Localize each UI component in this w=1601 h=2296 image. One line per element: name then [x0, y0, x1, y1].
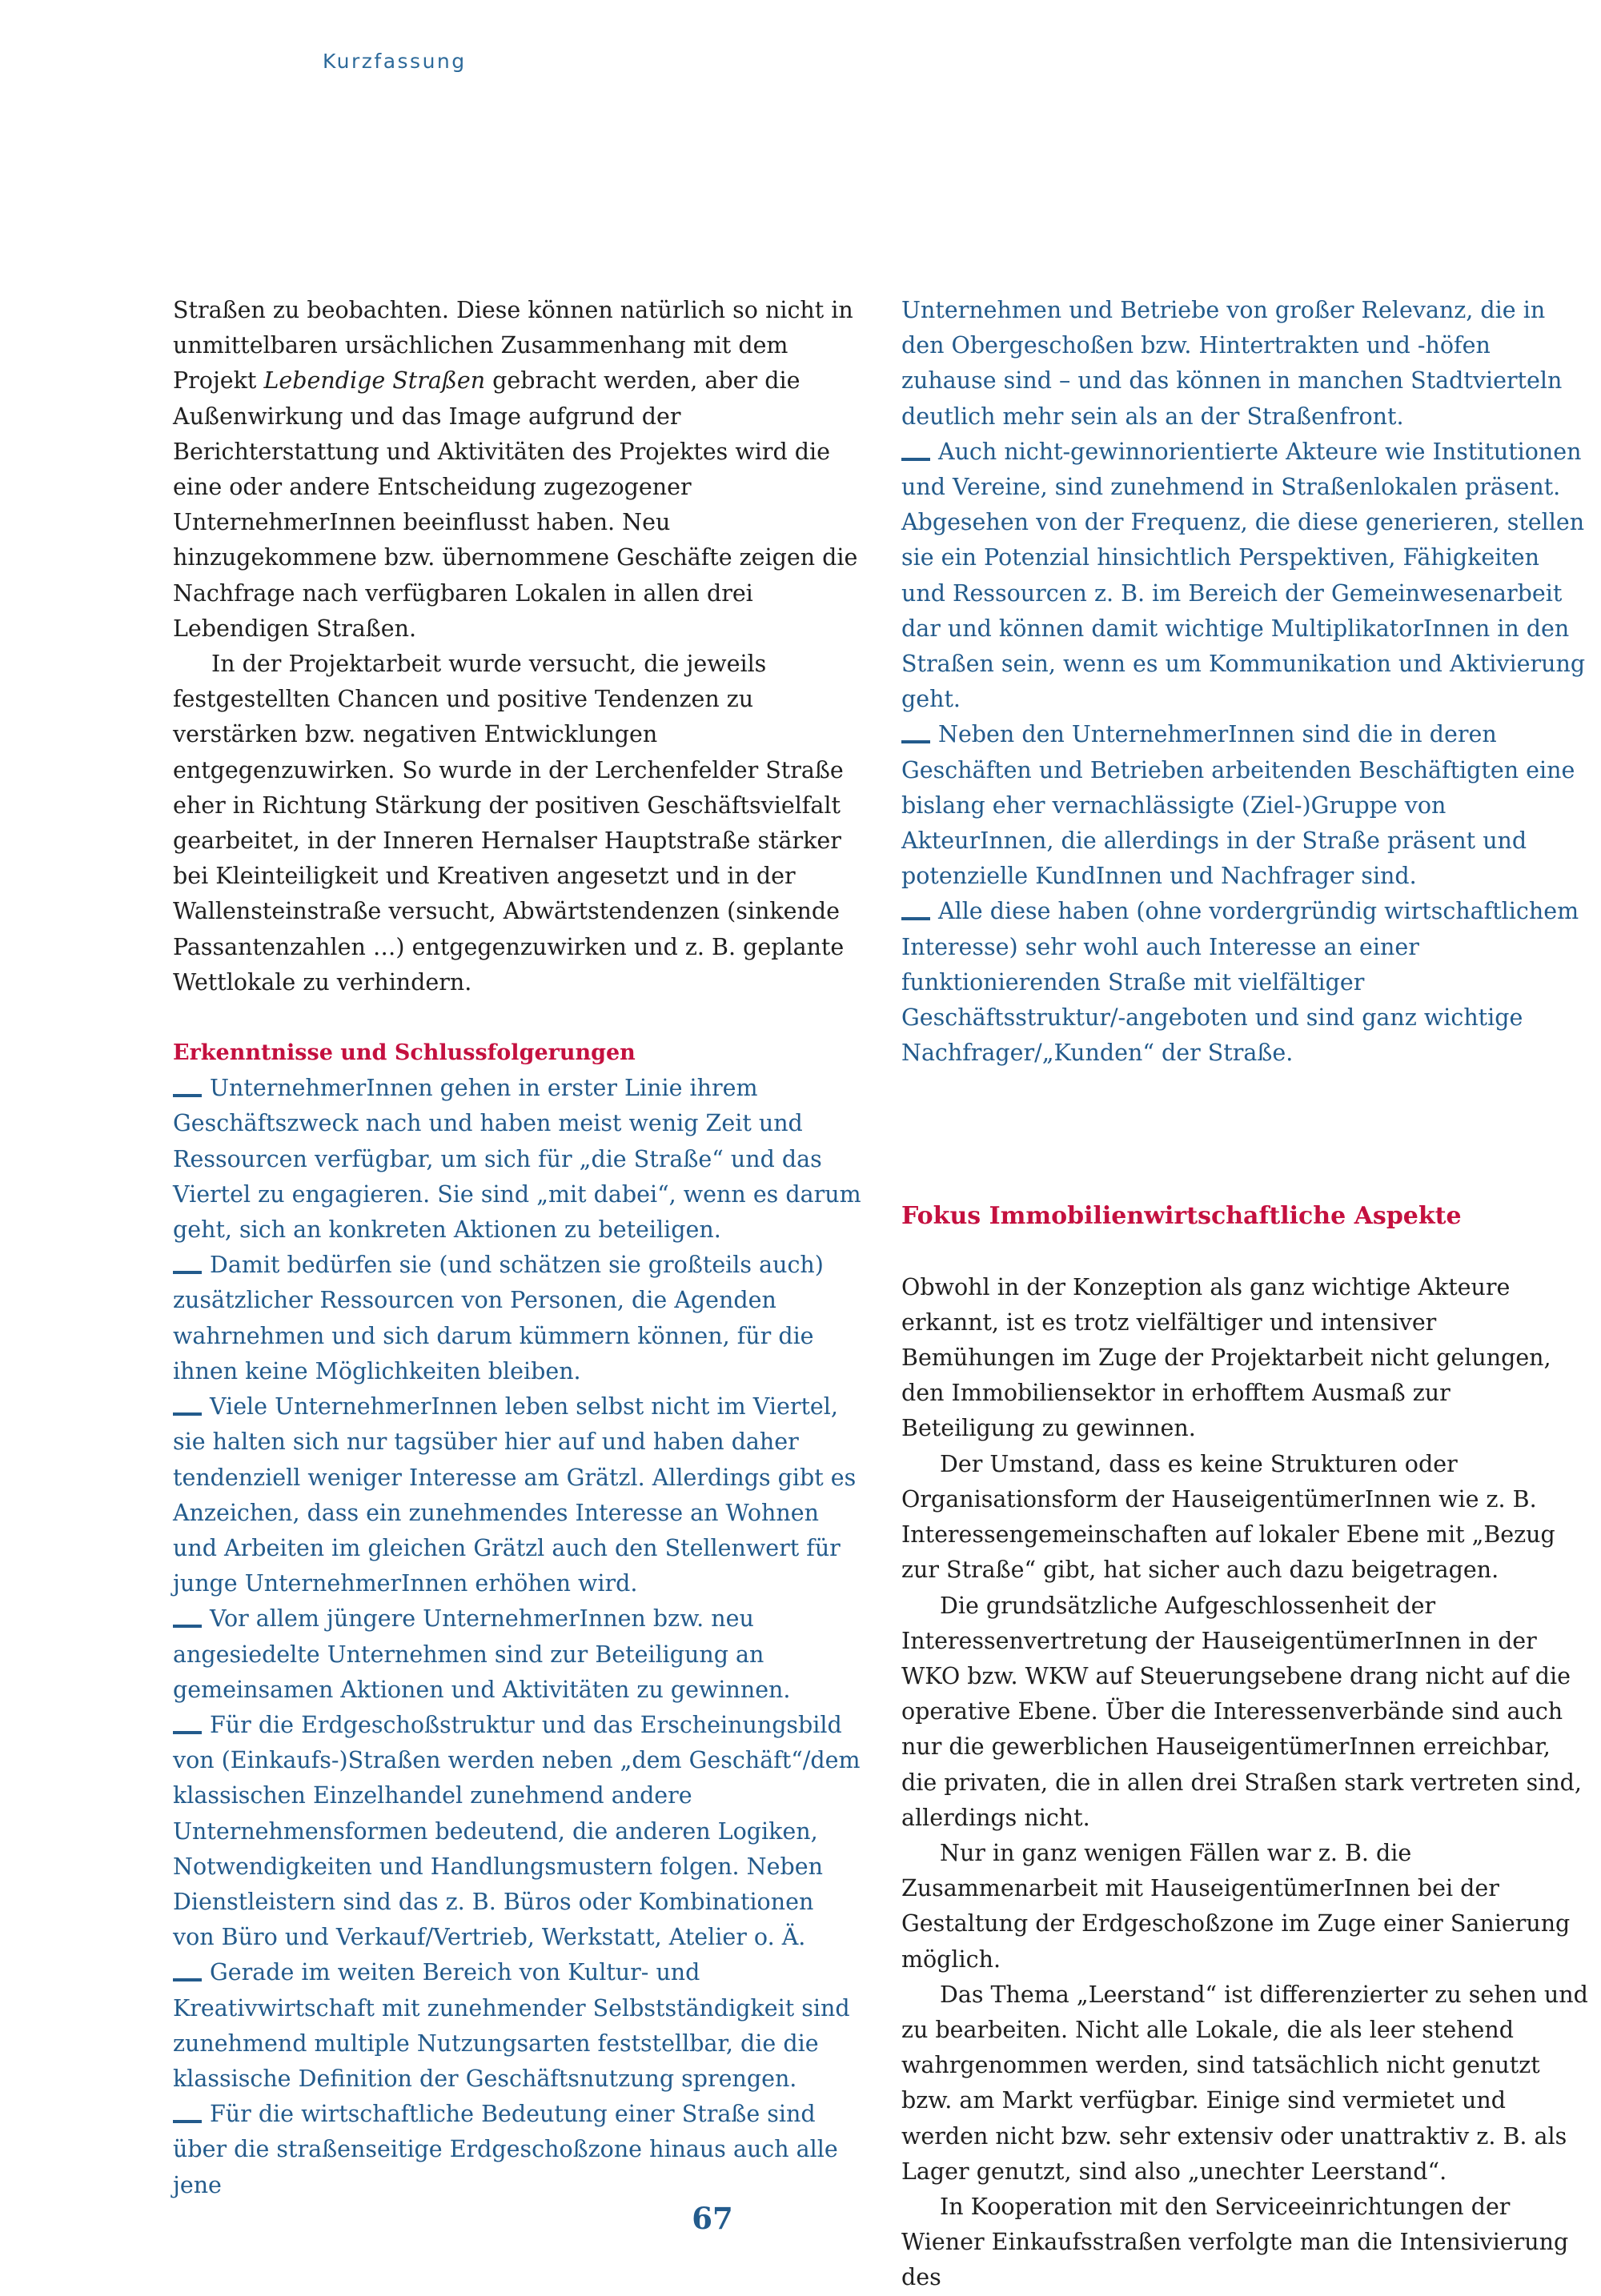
list-item: Auch nicht-gewinnorientierte Akteure wie Institutionen und Vereine, sind zunehmend in Straßenlokalen präsent. Abgesehen von der Frequenz, die diese generieren, stellen sie ein Potenzial hinsichtlich Perspektiven, Fähigkeiten und Ressourcen z. B. im Bereich der Gemeinwesenarbeit dar und können damit wichtige MultiplikatorInnen in den Straßen sein, wenn es um Kommunikation und Aktivierung geht.	[901, 438, 1586, 713]
paragraph-text: Straßen zu beobachten. Diese können natürlich so nicht in unmittelbaren ursächlichen Zusammenhang mit dem Projekt	[173, 297, 853, 395]
list-item: Vor allem jüngere UnternehmerInnen bzw. neu angesiedelte Unternehmen sind zur Beteiligung an gemeinsamen Aktionen und Aktivitäten zu gewinnen.	[173, 1605, 791, 1703]
dash-bullet-icon	[901, 740, 930, 743]
body-paragraph: Nur in ganz wenigen Fällen war z. B. die Zusammenarbeit mit HauseigentümerInnen bei der Gestaltung der Erdgeschoßzone im Zuge einer Sanierung möglich.	[901, 1839, 1571, 1973]
bullet-list	[173, 1071, 861, 2203]
project-name: Lebendige Straßen	[263, 367, 486, 395]
dash-bullet-icon	[173, 1625, 202, 1628]
body-paragraph: In der Projektarbeit wurde versucht, die jeweils festgestellten Chancen und positive Tendenzen zu verstärken bzw. negativen Entwicklungen entgegenzuwirken. So wurde in der Lerchenfelder Straße eher in Richtung Stärkung der positiven Geschäftsvielfalt gearbeitet, in der Inneren Hernalser Hauptstraße stärker bei Kleinteiligkeit und Kreativen angesetzt und in der Wallensteinstraße versucht, Abwärtstendenzen (sinkende Passantenzahlen …) entgegenzuwirken und z. B. geplante Wettlokale zu verhindern.	[173, 651, 845, 996]
section-heading: Erkenntnisse und Schlussfolgerungen	[173, 1040, 636, 1066]
body-paragraph: Die grundsätzliche Aufgeschlossenheit der Interessenvertretung der HauseigentümerInnen in der WKO bzw. WKW auf Steuerungsebene drang nicht auf die operative Ebene. Über die Interessenverbände sind auch nur die gewerblichen HauseigentümerInnen erreichbar, die privaten, die in allen drei Straßen stark vertreten sind, allerdings nicht.	[901, 1592, 1582, 1831]
dash-bullet-icon	[901, 917, 930, 920]
dash-bullet-icon	[173, 1271, 202, 1274]
body-paragraph: In Kooperation mit den Serviceeinrichtungen der Wiener Einkaufsstraßen verfolgte man die Intensivierung des	[901, 2193, 1569, 2291]
dash-bullet-icon	[173, 1978, 202, 1981]
left-column	[173, 293, 861, 2203]
list-item-continuation: Unternehmen und Betriebe von großer Relevanz, die in den Obergeschoßen bzw. Hintertrakten und -höfen zuhause sind – und das können in manchen Stadtvierteln deutlich mehr sein als an der Straßenfront.	[901, 297, 1563, 430]
right-column	[901, 293, 1590, 2296]
body-paragraph	[173, 293, 861, 647]
list-item: Viele UnternehmerInnen leben selbst nicht im Viertel, sie halten sich nur tagsüber hier auf und haben daher tendenziell weniger Interesse am Grätzl. Allerdings gibt es Anzeichen, dass ein zunehmendes Interesse an Wohnen und Arbeiten im gleichen Grätzl auch den Stellenwert für junge UnternehmerInnen erhöhen wird.	[173, 1393, 857, 1597]
list-item: UnternehmerInnen gehen in erster Linie ihrem Geschäftszweck nach und haben meist wenig Zeit und Ressourcen verfügbar, um sich für „die Straße“ und das Viertel zu engagieren. Sie sind „mit dabei“, wenn es darum geht, sich an konkreten Aktionen zu beteiligen.	[173, 1075, 861, 1244]
body-text	[901, 1270, 1590, 2296]
paragraph-text: gebracht werden, aber die Außenwirkung und das Image aufgrund der Berichterstattung und Aktivitäten des Projektes wird die eine oder andere Entscheidung zugezogener UnternehmerInnen beeinflusst haben. Neu hinzugekommene bzw. übernommene Geschäfte zeigen die Nachfrage nach verfügbaren Lokalen in allen drei Lebendigen Straßen.	[173, 367, 858, 642]
list-item: Gerade im weiten Bereich von Kultur- und Kreativwirtschaft mit zunehmender Selbstständigkeit sind zunehmend multiple Nutzungsarten feststellbar, die die klassische Definition der Geschäftsnutzung sprengen.	[173, 1959, 850, 2092]
dash-bullet-icon	[901, 458, 930, 461]
dash-bullet-icon	[173, 1731, 202, 1734]
body-paragraph: Obwohl in der Konzeption als ganz wichtige Akteure erkannt, ist es trotz vielfältiger und intensiver Bemühungen im Zuge der Projektarbeit nicht gelungen, den Immobiliensektor in erhofftem Ausmaß zur Beteiligung zu gewinnen.	[901, 1273, 1551, 1442]
running-head: Kurzfassung	[323, 50, 467, 73]
page-number: 67	[692, 2201, 733, 2236]
section-heading: Fokus Immobilienwirtschaftliche Aspekte	[901, 1202, 1462, 1231]
dash-bullet-icon	[173, 1094, 202, 1097]
list-item: Damit bedürfen sie (und schätzen sie großteils auch) zusätzlicher Ressourcen von Personen, die Agenden wahrnehmen und sich darum kümmern können, für die ihnen keine Möglichkeiten bleiben.	[173, 1252, 824, 1384]
list-item: Alle diese haben (ohne vordergründig wirtschaftlichem Interesse) sehr wohl auch Interesse an einer funktionierenden Straße mit vielfältiger Geschäftsstruktur/-angeboten und sind ganz wichtige Nachfrager/„Kunden“ der Straße.	[901, 898, 1579, 1067]
dash-bullet-icon	[173, 2120, 202, 2123]
list-item: Für die Erdgeschoßstruktur und das Erscheinungsbild von (Einkaufs-)Straßen werden neben „dem Geschäft“/dem klassischen Einzelhandel zunehmend andere Unternehmensformen bedeutend, die anderen Logiken, Notwendigkeiten und Handlungsmustern folgen. Neben Dienstleistern sind das z. B. Büros oder Kombinationen von Büro und Verkauf/Vertrieb, Werkstatt, Atelier o. Ä.	[173, 1711, 861, 1951]
body-paragraph: Das Thema „Leerstand“ ist differenzierter zu sehen und zu bearbeiten. Nicht alle Lokale, die als leer stehend wahrgenommen werden, sind tatsächlich nicht genutzt bzw. am Markt verfügbar. Einige sind vermietet und werden nicht bzw. sehr extensiv oder unattraktiv z. B. als Lager genutzt, sind also „unechter Leerstand“.	[901, 1981, 1588, 2185]
dash-bullet-icon	[173, 1412, 202, 1416]
bullet-list	[901, 293, 1590, 1071]
body-paragraph: Der Umstand, dass es keine Strukturen oder Organisationsform der HauseigentümerInnen wie z. B. Interessengemeinschaften auf lokaler Ebene mit „Bezug zur Straße“ gibt, hat sicher auch dazu beigetragen.	[901, 1450, 1555, 1584]
list-item: Für die wirtschaftliche Bedeutung einer Straße sind über die straßenseitige Erdgeschoßzone hinaus auch alle jene	[173, 2101, 838, 2198]
list-item: Neben den UnternehmerInnen sind die in deren Geschäften und Betrieben arbeitenden Beschäftigten eine bislang eher vernachlässigte (Ziel-)Gruppe von AkteurInnen, die allerdings in der Straße präsent und potenzielle KundInnen und Nachfrager sind.	[901, 721, 1575, 890]
